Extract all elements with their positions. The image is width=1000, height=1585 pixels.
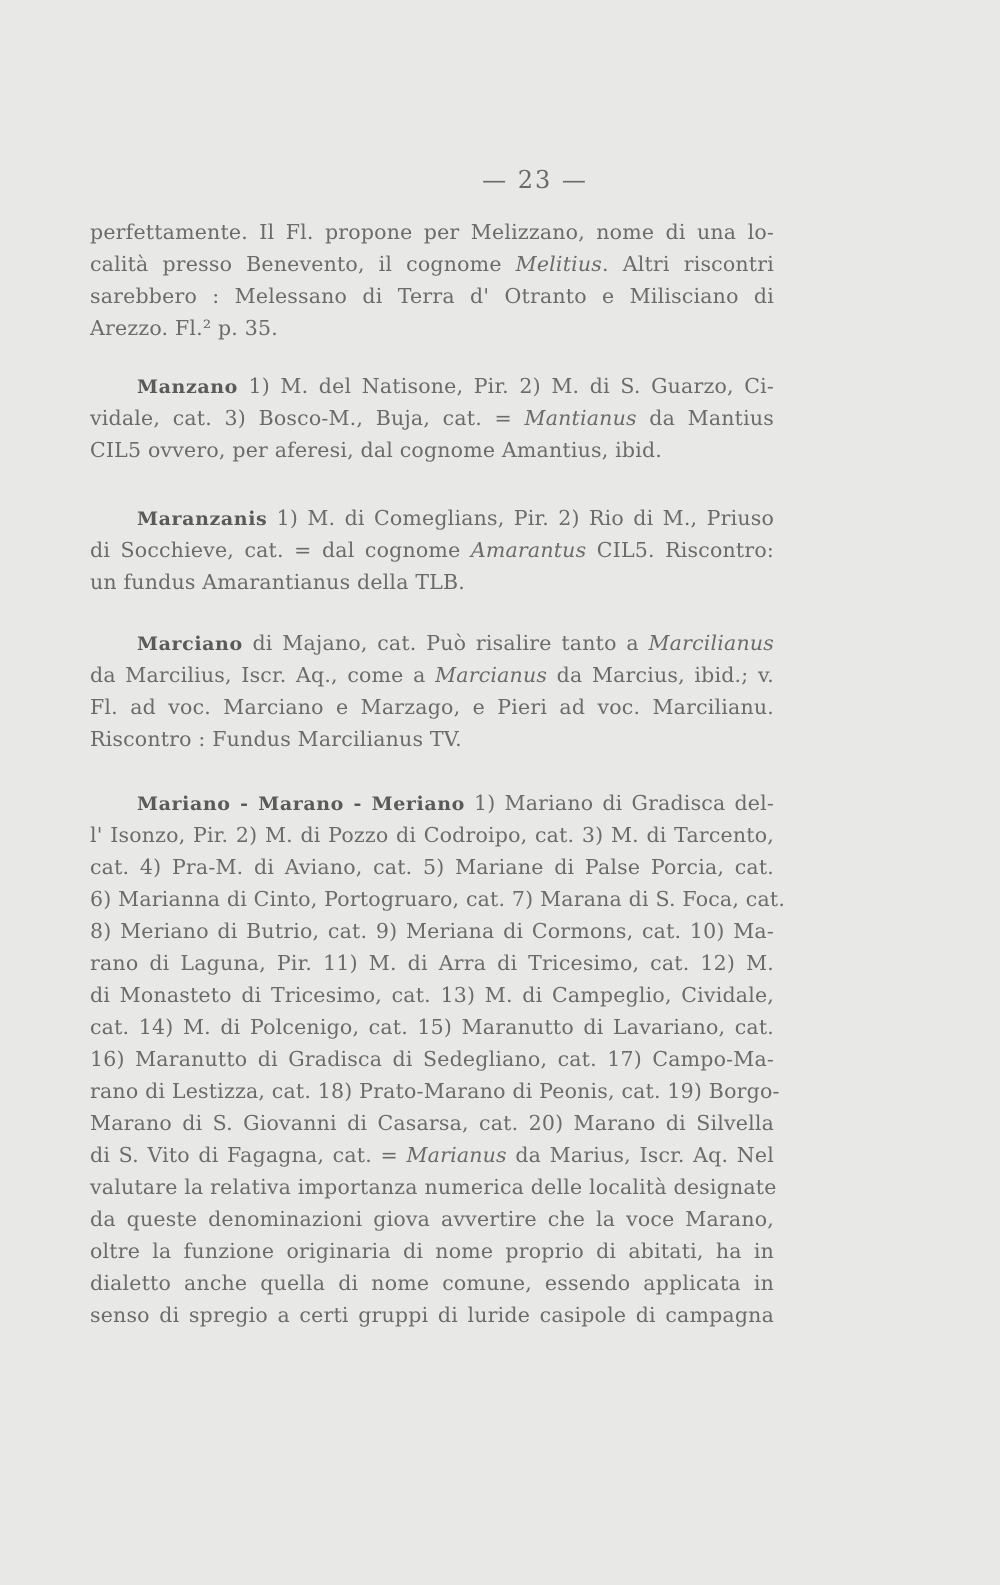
- text-line: Manzano 1) M. del Natisone, Pir. 2) M. di S. Guarzo, Ci-: [137, 374, 774, 398]
- text-line: vidale, cat. 3) Bosco-M., Buja, cat. = Mantianus da Mantius: [90, 406, 774, 430]
- entry-marciano: [90, 627, 774, 755]
- text-line: calità presso Benevento, il cognome Melitius. Altri riscontri: [90, 252, 774, 276]
- text-line: 8) Meriano di Butrio, cat. 9) Meriana di Cormons, cat. 10) Ma-: [90, 919, 774, 943]
- text-line: dialetto anche quella di nome comune, essendo applicata in: [90, 1271, 774, 1295]
- latin-name: Marcilianus: [648, 631, 774, 655]
- text-line: oltre la funzione originaria di nome proprio di abitati, ha in: [90, 1239, 774, 1263]
- latin-name: Mantianus: [524, 406, 637, 430]
- text-line: un fundus Amarantianus della TLB.: [90, 570, 465, 594]
- text-line: da Marcilius, Iscr. Aq., come a Marcianus da Marcius, ibid.; v.: [90, 663, 775, 687]
- text-line: di S. Vito di Fagagna, cat. = Marianus da Marius, Iscr. Aq. Nel: [90, 1143, 775, 1167]
- text-line: rano di Lestizza, cat. 18) Prato-Marano di Peonis, cat. 19) Borgo-: [90, 1079, 780, 1103]
- entry-maranzanis: [90, 502, 774, 598]
- text-line: Mariano - Marano - Meriano 1) Mariano di Gradisca del-: [137, 791, 775, 815]
- text-line: Maranzanis 1) M. di Comeglians, Pir. 2) Rio di M., Priuso: [137, 506, 774, 530]
- text-line: rano di Laguna, Pir. 11) M. di Arra di Tricesimo, cat. 12) M.: [90, 951, 774, 975]
- headword: Manzano: [137, 376, 238, 398]
- text-line: CIL5 ovvero, per aferesi, dal cognome Amantius, ibid.: [90, 438, 663, 462]
- headword: Marciano: [137, 633, 243, 655]
- headword: Maranzanis: [137, 508, 268, 530]
- entry-manzano: [90, 370, 774, 466]
- text-line: di Socchieve, cat. = dal cognome Amarantus CIL5. Riscontro:: [90, 538, 774, 562]
- text-line: cat. 4) Pra-M. di Aviano, cat. 5) Mariane di Palse Porcia, cat.: [90, 855, 774, 879]
- text-line: Marano di S. Giovanni di Casarsa, cat. 20) Marano di Silvella: [90, 1111, 774, 1135]
- text-line: sarebbero : Melessano di Terra d' Otranto e Milisciano di: [90, 284, 774, 308]
- text-line: perfettamente. Il Fl. propone per Melizzano, nome di una lo-: [90, 220, 774, 244]
- text-line: Marciano di Majano, cat. Può risalire tanto a Marcilianus: [137, 631, 774, 655]
- text-line: Riscontro : Fundus Marcilianus TV.: [90, 727, 462, 751]
- text-line: l' Isonzo, Pir. 2) M. di Pozzo di Codroipo, cat. 3) M. di Tarcento,: [90, 823, 774, 847]
- text-line: 6) Marianna di Cinto, Portogruaro, cat. 7) Marana di S. Foca, cat.: [90, 887, 786, 911]
- page-number: — 23 —: [482, 166, 588, 194]
- latin-name: Marcianus: [435, 663, 548, 687]
- text-line: Fl. ad voc. Marciano e Marzago, e Pieri ad voc. Marcilianu.: [90, 695, 774, 719]
- text-line: da queste denominazioni giova avvertire che la voce Marano,: [90, 1207, 774, 1231]
- text-line: cat. 14) M. di Polcenigo, cat. 15) Maranutto di Lavariano, cat.: [90, 1015, 774, 1039]
- entry-mariano: [90, 787, 786, 1331]
- latin-name: Melitius: [515, 252, 603, 276]
- entry-melizzano-continuation: [90, 216, 774, 344]
- latin-name: Amarantus: [470, 538, 587, 562]
- text-line: 16) Maranutto di Gradisca di Sedegliano, cat. 17) Campo-Ma-: [90, 1047, 774, 1071]
- text-line: di Monasteto di Tricesimo, cat. 13) M. di Campeglio, Cividale,: [90, 983, 774, 1007]
- text-line: senso di spregio a certi gruppi di luride casipole di campagna: [90, 1303, 774, 1327]
- text-line: Arezzo. Fl.² p. 35.: [90, 316, 278, 340]
- latin-name: Marianus: [406, 1143, 507, 1167]
- text-line: valutare la relativa importanza numerica delle località designate: [90, 1175, 777, 1199]
- headword: Mariano - Marano - Meriano: [137, 793, 465, 815]
